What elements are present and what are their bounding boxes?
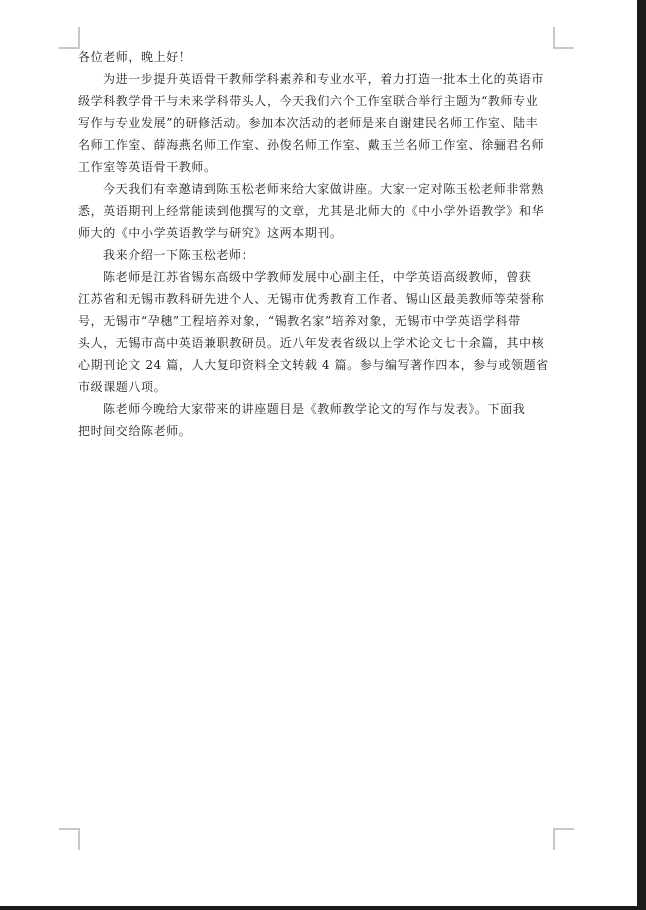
text-line: 悉，英语期刊上经常能读到他撰写的文章，尤其是北师大的《中小学外语教学》和华	[78, 204, 545, 218]
text-line: 头人，无锡市高中英语兼职教研员。近八年发表省级以上学术论文七十余篇，其中核	[78, 336, 545, 350]
text-line: 江苏省和无锡市教科研先进个人、无锡市优秀教育工作者、锡山区最美教师等荣誉称	[78, 292, 545, 306]
document-body[interactable]	[78, 46, 552, 442]
text-line: 工作室等英语骨干教师。	[78, 160, 217, 174]
text-line: 今天我们有幸邀请到陈玉松老师来给大家做讲座。大家一定对陈玉松老师非常熟	[103, 182, 545, 196]
text-line: 市级课题八项。	[78, 380, 167, 394]
margin-corner-bottom-right	[553, 828, 574, 850]
text-line: 号，无锡市“孕穗”工程培养对象，“锡教名家”培养对象，无锡市中学英语学科带	[78, 314, 521, 328]
text-line: 陈老师今晚给大家带来的讲座题目是《教师教学论文的写作与发表》。下面我	[103, 402, 526, 416]
text-line: 心期刊论文 24 篇，人大复印资料全文转载 4 篇。参与编写著作四本，参与或领题省	[78, 358, 549, 372]
margin-corner-top-left	[59, 27, 80, 49]
text-line: 为进一步提升英语骨干教师学科素养和专业水平，着力打造一批本土化的英语市	[103, 72, 545, 86]
text-line: 各位老师，晚上好！	[78, 50, 192, 64]
margin-corner-top-right	[553, 27, 574, 49]
text-line: 把时间交给陈老师。	[78, 424, 192, 438]
text-line: 名师工作室、薛海燕名师工作室、孙俊名师工作室、戴玉兰名师工作室、徐骊君名师	[78, 138, 545, 152]
text-line: 写作与专业发展”的研修活动。参加本次活动的老师是来自谢建民名师工作室、陆丰	[78, 116, 539, 130]
text-line: 级学科教学骨干与未来学科带头人，今天我们六个工作室联合举行主题为“教师专业	[78, 94, 539, 108]
margin-corner-bottom-left	[59, 828, 80, 850]
text-line: 我来介绍一下陈玉松老师：	[103, 248, 255, 262]
text-line: 陈老师是江苏省锡东高级中学教师发展中心副主任，中学英语高级教师，曾获	[103, 270, 532, 284]
text-line: 师大的《中小学英语教学与研究》这两本期刊。	[78, 226, 343, 240]
